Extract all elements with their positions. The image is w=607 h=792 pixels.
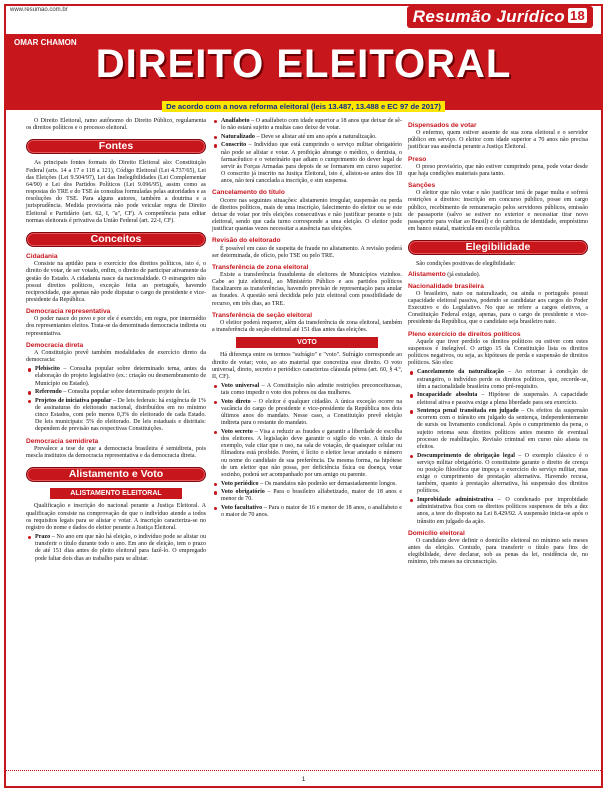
list-item: Voto periódico – Os mandatos não poderão ser demasiadamente longos. (221, 481, 402, 488)
sub-banner-alistamento-eleitoral: ALISTAMENTO ELEITORAL (50, 488, 182, 499)
heading-transferencia-zona: Transferência de zona eleitoral (212, 263, 309, 271)
sancoes-paragraph: O eleitor que não votar e não justificar terá de pagar multa e sofrerá restrições a direitos: inscrição em concurso público, posse em cargo público, recebimento de remuneração pelos servidores públicos, emissão de passaporte (salvo se estiver no exterior e necessitar tirar novo passaporte para voltar ao Brasil) e do carteira de identidade, empréstimo em banco estatal, matrícula em escola pública. (408, 190, 588, 233)
alistamento-list (26, 534, 206, 563)
dispensados-paragraph: O enfermo, quem estiver ausente de sua zona eleitoral e o servidor público em serviço. O eleitor com idade superior a 70 anos não precisa justificar sua ausência perante a Justiça Eleitoral. (408, 130, 588, 151)
pleno-list (408, 369, 588, 525)
list-item: Descumprimento de obrigação legal – O exemplo clássico é o serviço militar obrigatório. O constituinte garante o direito de crença ou posição filosófica que impeça o exercício do serviço militar, mas exige o cumprimento de prestação alternativa. Havendo recusa, também, quanto à prestação alternativa, há suspensão dos direitos políticos. (417, 452, 588, 495)
column-1 (26, 118, 206, 564)
transferencia-zona-paragraph: Existe a transferência fraudulenta de eleitores de Municípios vizinhos. Cabe ao juiz eleitoral, ao Ministério Público e aos partidos políticos fiscalizarem as transferências, havendo previsão de representação para anular as fraudes. A questão será decidida pelo juiz eleitoral com possibilidade de recurso, em três dias, ao TRE. (212, 271, 402, 307)
heading-pleno-exercicio: Pleno exercício de direitos políticos (408, 330, 521, 338)
heading-dispensados: Dispensados de votar (408, 122, 477, 129)
list-item: Voto secreto – Visa a reduzir as fraudes e garantir a liberdade de escolha dos eleitores. A legislação deve garantir o sigilo do voto. A título de exemplo, vale citar que o uso, na sala de votação, de quaisquer celular ou filmadora está proibido. Porém, é lícito o eleitor levar anotado o número ou nome do candidato de sua preferência. Da mesma forma, na hipótese de um eleitor que não possa, por deficiência física ou doença, votar sozinho, poderá ser acompanhado por um amigo ou parente. (221, 428, 402, 478)
heading-preso: Preso (408, 155, 427, 163)
section-banner-fontes: Fontes (26, 139, 206, 154)
list-item: Cancelamento da naturalização – Ao retornar à condição de estrangeiro, o indivíduo perde os direitos políticos, que, recorde-se, têm a nacionalidade brasileira como pré-requisito. (417, 369, 588, 390)
list-item: Projetos de iniciativa popular – De leis federais: há exigência de 1% de assinaturas do eleitorado nacional, distribuídos em no mínimo cinco Estados, com pelo menos 0,3% do eleitorado de cada Estado. De leis municipais: 5% do eleitorado. De leis estaduais e distritais: dependem de previsão nas respectivas Constituições. (35, 397, 206, 433)
voto-paragraph: Há diferença entre os termos "sufrágio" e "voto". Sufrágio corresponde ao direito de votar; voto, ao ato material que concretiza esse direito. O voto universal, direto, secreto e periódico caracteriza cláusula pétrea (art. 60, § 4.º, II, CF). (212, 352, 402, 380)
direta-paragraph: A Constituição prevê também modalidades de exercício direto da democracia: (26, 349, 206, 364)
heading-democracia-direta: Democracia direta (26, 341, 84, 349)
list-item: Prazo – No ano em que não há eleição, o indivíduo pode se alistar ou transferir o título durante todo o ano. Em ano de eleição, tem o prazo de até 151 dias antes do pleito eleitoral para fazê-lo. O empregado pode faltar dois dias ao trabalho para se alistar. (35, 534, 206, 562)
fontes-paragraph: As principais fontes formais do Direito Eleitoral são: Constituição Federal (arts. 14 a 17 e 118 a 121), Código Eleitoral (Lei 4.737/65), Lei das Eleições (Lei 9.504/97), Lei das Inelegibilidades (Lei Complementar 64/90) e Lei dos Partidos Políticos (Lei 9.096/95), assim como as respostas do TRE e do TSE às consultas formuladas pelas autoridades e as resoluções do TSE. Para alguns autores, também a doutrina e a jurisprudência. Medida provisória não pode veicular regra de Direito Eleitoral e Partidário (art. 62, I, "a", CF). A competência para editar normas eleitorais é privativa da União Federal (art. 22-I, CF). (26, 160, 206, 224)
list-item: Analfabeto – O analfabeto com idade superior a 18 anos que deixar de sê-lo não estará sujeito a multas caso deixe de votar. (221, 118, 402, 132)
issue-number: 18 (569, 8, 585, 23)
heading-cancelamento: Cancelamento do título (212, 189, 285, 197)
voto-list (212, 383, 402, 519)
list-item: Voto facultativo – Para o maior de 16 e menor de 18 anos, o analfabeto e o maior de 70 anos. (221, 505, 402, 519)
pleno-paragraph: Aquele que tiver perdido os direitos políticos ou estiver com estes suspensos é inelegível. O artigo 15 da Constituição lista os direitos políticos negativos, ou seja, as hipóteses de perda e suspensão de direitos políticos. São eles: (408, 338, 588, 367)
heading-democracia-representativa: Democracia representativa (26, 308, 111, 316)
list-item: Conscrito – Indivíduo que está cumprindo o serviço militar obrigatório não pode se alistar e votar. A proibição abrange o médico, o dentista, o farmacêutico e o veterinário que adiam o cumprimento do dever legal de servir às Forças Armadas para depois de se formarem em curso superior. O conscrito já inscrito na Justiça Eleitoral, isto é, alistou-se antes dos 18 anos, não terá cancelada a inscrição, e sim suspensa. (221, 142, 402, 185)
brand-logo (407, 6, 593, 28)
heading-nacionalidade: Nacionalidade brasileira (408, 282, 484, 290)
alistamento-line (408, 271, 588, 279)
heading-cidadania: Cidadania (26, 253, 58, 261)
site-url[interactable]: www.resumao.com.br (10, 7, 68, 13)
section-banner-conceitos: Conceitos (26, 232, 206, 247)
subtitle-text: De acordo com a nova reforma eleitoral (leis 13.487, 13.488 e EC 97 de 2017) (162, 101, 445, 112)
list-item: Voto universal – A Constituição não admite restrições preconceituosas, tais como impedir o voto dos pobres ou das mulheres. (221, 383, 402, 397)
alistamento-list-cont (212, 118, 402, 185)
list-item: Sentença penal transitada em julgado – Os efeitos da suspensão ocorrem com o trânsito em julgado da sentença, independentemente de sursis ou livramento condicional. Após o cumprimento da pena, o sujeito retoma seus direitos políticos antes mesmo de eventual processo de reabilitação. Revisão criminal em curso não afasta os efeitos. (417, 408, 588, 450)
heading-revisao: Revisão do eleitorado (212, 237, 281, 245)
sub-banner-voto: VOTO (236, 337, 378, 348)
intro-paragraph: O Direito Eleitoral, ramo autônomo do Direito Público, regulamenta os direitos políticos e o processo eleitoral. (26, 118, 206, 132)
heading-democracia-semidireta: Democracia semidireta (26, 437, 99, 445)
section-banner-elegibilidade: Elegibilidade (408, 240, 588, 255)
revisao-paragraph: É possível em caso de suspeita de fraude no alistamento. A revisão poderá ser determinada, de ofício, pelo TSE ou pelo TRE. (212, 245, 402, 259)
preso-paragraph: O preso provisório, que não estiver cumprindo pena, pode votar desde que haja condições materiais para tanto. (408, 163, 588, 177)
list-item: Plebiscito – Consulta popular sobre determinado tema, antes da elaboração do projeto legislativo (ex.: criação ou desmembramento de Município ou Estado). (35, 366, 206, 387)
column-3 (408, 118, 588, 568)
section-banner-alistamento: Alistamento e Voto (26, 467, 206, 482)
cidadania-paragraph: Consiste na aptidão para o exercício dos direitos políticos, isto é, o direito de votar, de ser votado, enfim, o direito de participar ativamente da gestão do Estado. A cidadania nasce da nacionalidade. O estrangeiro não possui direitos políticos, exceção feita ao português, havendo reciprocidade, que apenas não pode disputar o cargo de presidente e vice-presidente da República. (26, 261, 206, 303)
elegibilidade-intro: São condições positivas de elegibilidade: (416, 261, 516, 268)
direta-list (26, 366, 206, 433)
list-item: Voto obrigatório – Para o brasileiro alfabetizado, maior de 18 anos e menor de 70. (221, 489, 402, 503)
heading-domicilio: Domicílio eleitoral (408, 529, 465, 537)
heading-transferencia-secao: Transferência de seção eleitoral (212, 311, 313, 319)
semidireta-paragraph: Prevalece a tese de que a democracia brasileira é semidireta, pois mescla institutos da democracia representativa e da democracia direta. (26, 445, 206, 459)
footer-divider (4, 770, 603, 771)
heading-alistamento: Alistamento (408, 270, 446, 278)
column-2 (212, 118, 402, 521)
alistamento-tail: (já estudado). (445, 271, 481, 278)
alistamento-paragraph: Qualificação e inscrição do nacional perante a Justiça Eleitoral. A qualificação consiste na comprovação de que o indivíduo atende a todos os requisitos legais para se alistar e votar. A inscrição caracteriza-se no registro do nome e dados do eleitor perante a Justiça Eleitoral. (26, 503, 206, 531)
page-title: DIREITO ELEITORAL (95, 42, 512, 86)
list-item: Incapacidade absoluta – Hipótese de suspensão. A capacidade eleitoral ativa e passiva exige a plena liberdade para seu exercício. (417, 392, 588, 406)
representativa-paragraph: O poder nasce do povo e por ele é exercido, em regra, por intermédio dos representantes eleitos. Trata-se da denominada democracia indireta ou representativa. (26, 316, 206, 337)
transferencia-secao-paragraph: O eleitor poderá requerer, além da transferência de zona eleitoral, também a transferência de seção eleitoral até 151 dias antes das eleições. (212, 319, 402, 334)
page-number: 1 (301, 777, 306, 783)
author-name: OMAR CHAMON (14, 38, 77, 47)
list-item: Voto direto – O eleitor é qualquer cidadão. A única exceção ocorre na vacância do cargo de presidente e vice-presidente da República nos dois últimos anos do mandato. Nesse caso, a Constituição prevê eleição indireta para o restante do mandato. (221, 398, 402, 427)
subtitle (0, 96, 607, 114)
domicilio-paragraph: O candidato deve definir o domicílio eleitoral no mínimo seis meses antes da eleição. Contudo, para transferir o título para fins de elegibilidade, deve declarar, sob as penas da lei, residência de, no mínimo, três meses na circunscrição. (408, 537, 588, 566)
nacionalidade-paragraph: O brasileiro, nato ou naturalizado, ou ainda o português possui capacidade eleitoral passiva, podendo se candidatar aos cargos do Poder Executivo e do Legislativo. No que se refere a cargos eletivos, a Constituição Federal exige, apenas, para o cargo de presidente e vice-presidente da República, que o candidato seja brasileiro nato. (408, 290, 588, 326)
brand-name: Resumão Jurídico (412, 7, 565, 26)
list-item: Referendo – Consulta popular sobre determinado projeto de lei. (35, 389, 206, 396)
cancelamento-paragraph: Ocorre nas seguintes situações: alistamento irregular, suspensão ou perda de direitos políticos, mais de uma inscrição, falecimento do eleitor ou se este deixar de votar por três eleições consecutivas e não justificar perante o juiz eleitoral, sendo que cada turno corresponde a uma eleição. O eleitor pode justificar quantas vezes necessitar a ausência nas eleições. (212, 197, 402, 233)
list-item: Improbidade administrativa – O condenado por improbidade administrativa fica com os direitos políticos suspensos de três a dez anos, a teor do disposto na Lei 8.429/92. A suspensão inicia-se após o trânsito em julgado da ação. (417, 497, 588, 525)
list-item: Naturalizado – Deve se alistar até um ano após a naturalização. (221, 134, 402, 141)
heading-sancoes: Sanções (408, 182, 436, 190)
